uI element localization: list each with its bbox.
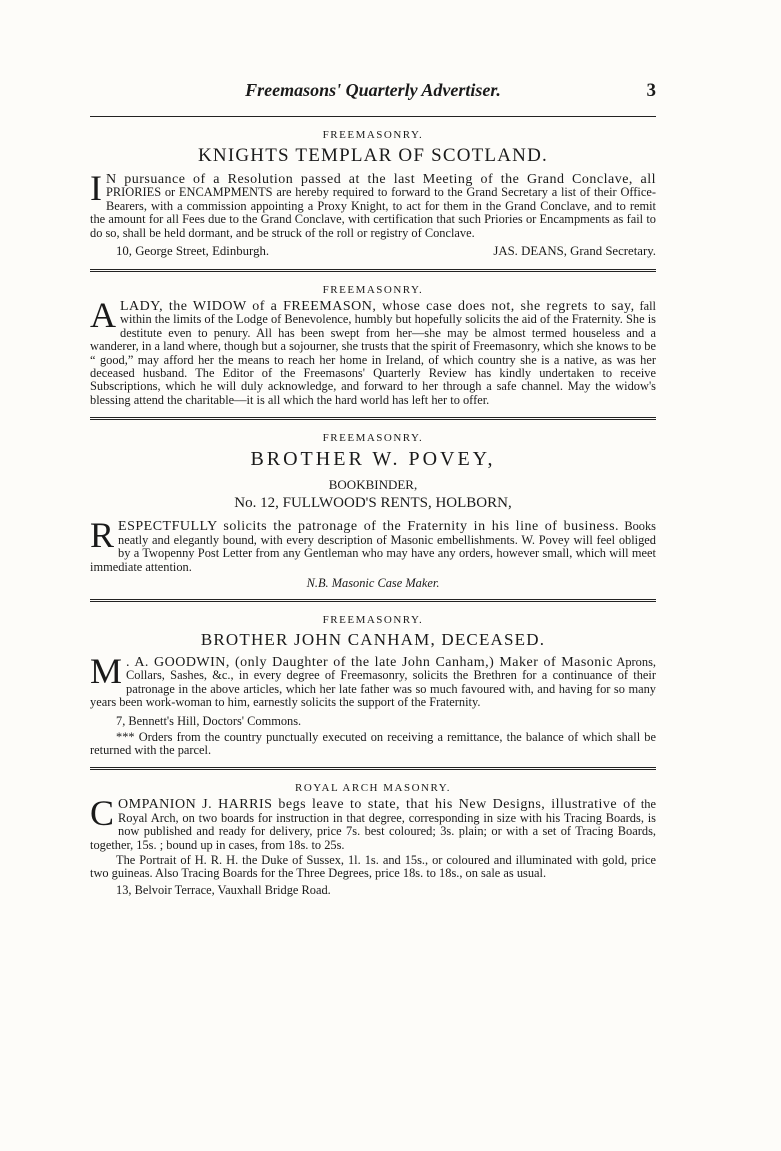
section-title: BROTHER W. POVEY, [250, 448, 496, 471]
lead-line: OMPANION J. HARRIS begs leave to state, that his New Designs, illustrative of [118, 797, 636, 813]
nb-note: N.B. Masonic Case Maker. [306, 575, 440, 590]
section-address-title: No. 12, FULLWOOD'S RENTS, HOLBORN, [234, 495, 512, 512]
ad-canham [90, 602, 656, 757]
running-head [90, 0, 656, 110]
section-kicker: FREEMASONRY. [322, 284, 424, 297]
section-body [90, 793, 656, 852]
page-number: 3 [646, 80, 656, 101]
address: 13, Belvoir Terrace, Vauxhall Bridge Road. [116, 882, 331, 897]
section-kicker: FREEMASONRY. [322, 129, 424, 141]
body-text: Aprons, Collars, Sashes, &c., in every degree of Freemasonry, solicits the Brethren for a continuance of their patronage in the above articles, which her late father was so much favoured with, and having for so many years been work-woman to him, earnestly solicits the support of the Fraternity. [90, 654, 656, 710]
section-kicker: FREEMASONRY. [322, 613, 424, 626]
address: 10, George Street, Edinburgh. [116, 244, 270, 259]
drop-cap: R [90, 515, 115, 556]
section-kicker: ROYAL ARCH MASONRY. [295, 782, 451, 795]
drop-cap: I [90, 168, 102, 208]
lead-line: N pursuance of a Resolution passed at the last Meeting of the Grand Conclave, all [106, 172, 656, 187]
section-title: KNIGHTS TEMPLAR OF SCOTLAND. [198, 145, 548, 166]
lead-line: . A. GOODWIN, (only Daughter of the late John Canham,) Maker of Masonic [126, 654, 613, 670]
body-text: Books neatly and elegantly bound, with every description of Masonic embellishments. W. Povey will feel obliged by a Twopenny Post Letter from any Gentleman who may have any orders, however small, which will meet immediate attention. [90, 519, 656, 574]
lead-line: LADY, the WIDOW of a FREEMASON, whose case does not, she regrets to say, [120, 299, 635, 315]
signature: JAS. DEANS, Grand Secretary. [493, 244, 656, 259]
ad-harris [90, 770, 656, 897]
section-kicker: FREEMASONRY. [322, 432, 424, 445]
body-text: the Royal Arch, on two boards for instruction in that degree, corresponding in size with his Tracing Boards, is now published and ready for delivery, price 7s. best coloured; 3s. plain; or with a set of Tracing Boards, together, 15s. ; bound up in cases, from 18s. to 25s. [90, 797, 656, 852]
ad-knights-templar [90, 117, 656, 259]
section-title: BROTHER JOHN CANHAM, DECEASED. [200, 629, 546, 649]
section-body [90, 295, 656, 407]
body-text: fall within the limits of the Lodge of Benevolence, humbly but hopefully solicits the aid of the Fraternity. She is destitute even to penury. All has been swept from her—she may be almost termed houseless and a wanderer, in a land where, though but a sojourner, she trusts that the spirit of Freemasonry, which she knows to be “ good,” may afford her the means to reach her home in Ireland, of which country she is a native, as was her deceased husband. The Editor of the Freemasons' Quarterly Review has kindly undertaken to receive Subscriptions, which he will duly acknowledge, and forward to her through a safe channel. May the widow's blessing attend the charitable—it is all which the hard world has left her to offer. [90, 299, 656, 407]
ad-povey [90, 420, 656, 591]
section-body [90, 650, 656, 710]
body-text: PRIORIES or ENCAMPMENTS are hereby required to forward to the Grand Secretary a list of their Office-Bearers, with a commission appointing a Proxy Knight, to act for them in the Grand Conclave, and to remit the amount for all Fees due to the Grand Conclave, with certification that such Priories or Encampments as fail to do so, shall be held dormant, and be struck of the roll or registry of Conclave. [90, 185, 656, 240]
drop-cap: A [90, 295, 116, 336]
lead-line: ESPECTFULLY solicits the patronage of the Fraternity in his line of business. [118, 519, 620, 535]
ad-widow [90, 272, 656, 407]
address: 7, Bennett's Hill, Doctors' Commons. [116, 713, 302, 728]
drop-cap: C [90, 793, 115, 834]
section-body [90, 515, 656, 574]
orders-note: *** Orders from the country punctually executed on receiving a remittance, the balance of which shall be returned with the parcel. [90, 729, 656, 757]
address-line [90, 244, 656, 259]
running-title: Freemasons' Quarterly Advertiser. [245, 80, 501, 100]
section-subtitle: BOOKBINDER, [328, 477, 418, 493]
section-body [90, 168, 656, 240]
drop-cap: M [90, 650, 123, 691]
portrait-note: The Portrait of H. R. H. the Duke of Sussex, 1l. 1s. and 15s., or coloured and illuminated with gold, price two guineas. Also Tracing Boards for the Three Degrees, price 18s. to 18s., on sale as usual. [90, 852, 656, 881]
